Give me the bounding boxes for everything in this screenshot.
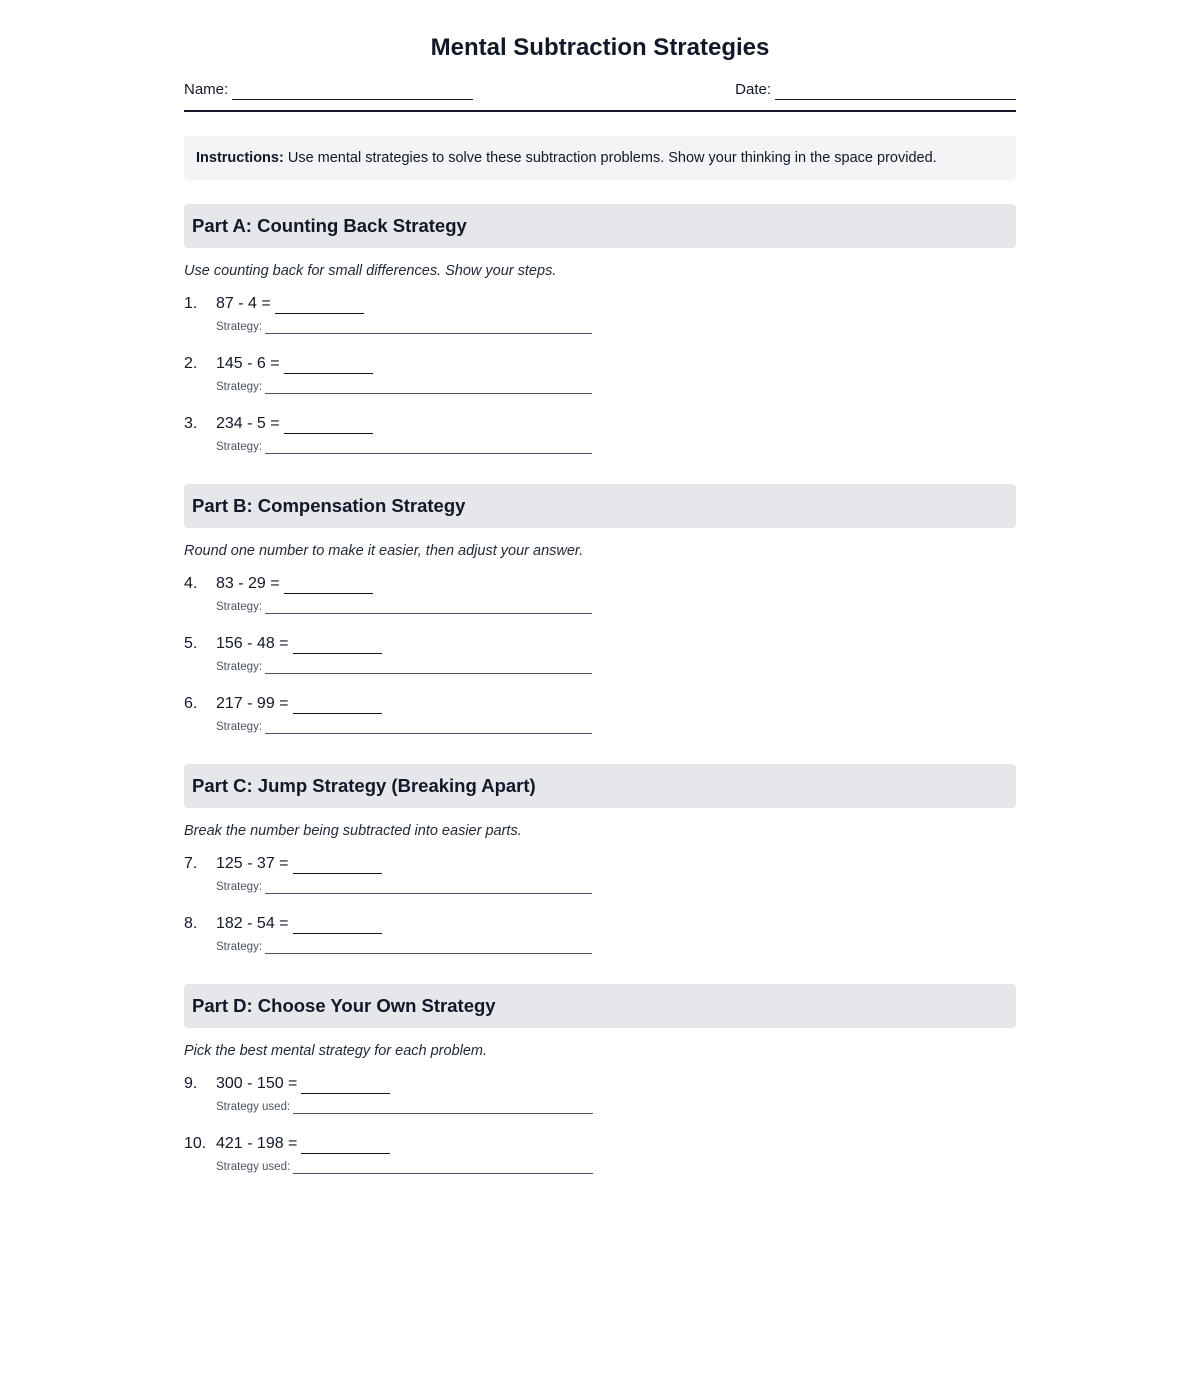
- answer-blank[interactable]: [284, 577, 373, 594]
- problem-line: [184, 574, 1016, 594]
- strategy-label: Strategy:: [216, 381, 263, 393]
- answer-blank[interactable]: [301, 1077, 390, 1094]
- strategy-label: Strategy used:: [216, 1161, 291, 1173]
- strategy-row: [216, 660, 1016, 674]
- strategy-row: [216, 880, 1016, 894]
- strategy-label: Strategy:: [216, 881, 263, 893]
- instructions-text: Use mental strategies to solve these subtraction problems. Show your thinking in the space provided.: [283, 150, 937, 166]
- strategy-label: Strategy:: [216, 601, 263, 613]
- name-date-row: [184, 80, 1016, 112]
- problem-item: [184, 854, 1016, 900]
- problem-item: [184, 634, 1016, 680]
- section-header: Part B: Compensation Strategy: [184, 484, 1016, 528]
- section-description: Break the number being subtracted into easier parts.: [184, 823, 522, 839]
- page-title: Mental Subtraction Strategies: [430, 34, 770, 61]
- problem-item: [184, 1134, 1016, 1180]
- strategy-blank[interactable]: [265, 323, 592, 334]
- problem-expression: 156 - 48 =: [216, 635, 289, 652]
- strategy-row: [216, 1160, 1016, 1174]
- problem-expression: 87 - 4 =: [216, 295, 271, 312]
- problem-expression: 300 - 150 =: [216, 1075, 298, 1092]
- date-blank[interactable]: [775, 83, 1016, 100]
- problem-expression: 145 - 6 =: [216, 355, 280, 372]
- date-field: [735, 80, 1016, 100]
- problem-number: 4.: [184, 575, 198, 592]
- section-header: Part D: Choose Your Own Strategy: [184, 984, 1016, 1028]
- name-blank[interactable]: [232, 83, 473, 100]
- problem-line: [184, 354, 1016, 374]
- answer-blank[interactable]: [284, 357, 373, 374]
- problem-number: 8.: [184, 915, 198, 932]
- problem-item: [184, 354, 1016, 400]
- problem-item: [184, 294, 1016, 340]
- problem-expression: 83 - 29 =: [216, 575, 280, 592]
- problem-line: [184, 1134, 1016, 1154]
- strategy-label: Strategy:: [216, 721, 263, 733]
- answer-blank[interactable]: [293, 637, 382, 654]
- strategy-label: Strategy:: [216, 661, 263, 673]
- strategy-label: Strategy:: [216, 441, 263, 453]
- problem-line: [184, 634, 1016, 654]
- answer-blank[interactable]: [293, 857, 382, 874]
- strategy-label: Strategy:: [216, 321, 263, 333]
- problem-expression: 421 - 198 =: [216, 1135, 298, 1152]
- problem-line: [184, 414, 1016, 434]
- problem-number: 5.: [184, 635, 198, 652]
- problem-number: 10.: [184, 1135, 207, 1152]
- name-field: [184, 80, 473, 100]
- strategy-blank[interactable]: [265, 443, 592, 454]
- strategy-blank[interactable]: [293, 1103, 593, 1114]
- problem-expression: 217 - 99 =: [216, 695, 289, 712]
- problem-line: [184, 694, 1016, 714]
- problem-line: [184, 914, 1016, 934]
- section-description: Pick the best mental strategy for each problem.: [184, 1043, 488, 1059]
- section-description: Use counting back for small differences. Show your steps.: [184, 263, 557, 279]
- strategy-blank[interactable]: [265, 723, 592, 734]
- strategy-row: [216, 1100, 1016, 1114]
- strategy-row: [216, 940, 1016, 954]
- strategy-blank[interactable]: [265, 663, 592, 674]
- problem-item: [184, 414, 1016, 460]
- worksheet-page: [184, 0, 1016, 1180]
- strategy-row: [216, 600, 1016, 614]
- strategy-label: Strategy:: [216, 941, 263, 953]
- problem-number: 7.: [184, 855, 198, 872]
- strategy-blank[interactable]: [265, 603, 592, 614]
- problem-item: [184, 1074, 1016, 1120]
- name-label: Name:: [184, 81, 229, 98]
- problem-line: [184, 294, 1016, 314]
- strategy-blank[interactable]: [265, 383, 592, 394]
- answer-blank[interactable]: [301, 1137, 390, 1154]
- problem-number: 3.: [184, 415, 198, 432]
- strategy-blank[interactable]: [293, 1163, 593, 1174]
- problem-line: [184, 854, 1016, 874]
- problem-expression: 125 - 37 =: [216, 855, 289, 872]
- instructions-label: Instructions:: [196, 150, 284, 166]
- problem-expression: 234 - 5 =: [216, 415, 280, 432]
- answer-blank[interactable]: [275, 297, 364, 314]
- problem-line: [184, 1074, 1016, 1094]
- problem-number: 6.: [184, 695, 198, 712]
- problem-number: 1.: [184, 295, 198, 312]
- problem-item: [184, 694, 1016, 740]
- problem-number: 9.: [184, 1075, 198, 1092]
- answer-blank[interactable]: [284, 417, 373, 434]
- strategy-blank[interactable]: [265, 883, 592, 894]
- strategy-row: [216, 720, 1016, 734]
- section-description: Round one number to make it easier, then adjust your answer.: [184, 543, 584, 559]
- answer-blank[interactable]: [293, 917, 382, 934]
- problem-expression: 182 - 54 =: [216, 915, 289, 932]
- problem-item: [184, 914, 1016, 960]
- date-label: Date:: [735, 81, 771, 98]
- strategy-row: [216, 380, 1016, 394]
- strategy-row: [216, 440, 1016, 454]
- strategy-label: Strategy used:: [216, 1101, 291, 1113]
- instructions-box: [184, 136, 1016, 180]
- strategy-blank[interactable]: [265, 943, 592, 954]
- answer-blank[interactable]: [293, 697, 382, 714]
- section-header: Part C: Jump Strategy (Breaking Apart): [184, 764, 1016, 808]
- sections-container: [184, 204, 1016, 1180]
- problem-item: [184, 574, 1016, 620]
- problem-number: 2.: [184, 355, 198, 372]
- strategy-row: [216, 320, 1016, 334]
- section-header: Part A: Counting Back Strategy: [184, 204, 1016, 248]
